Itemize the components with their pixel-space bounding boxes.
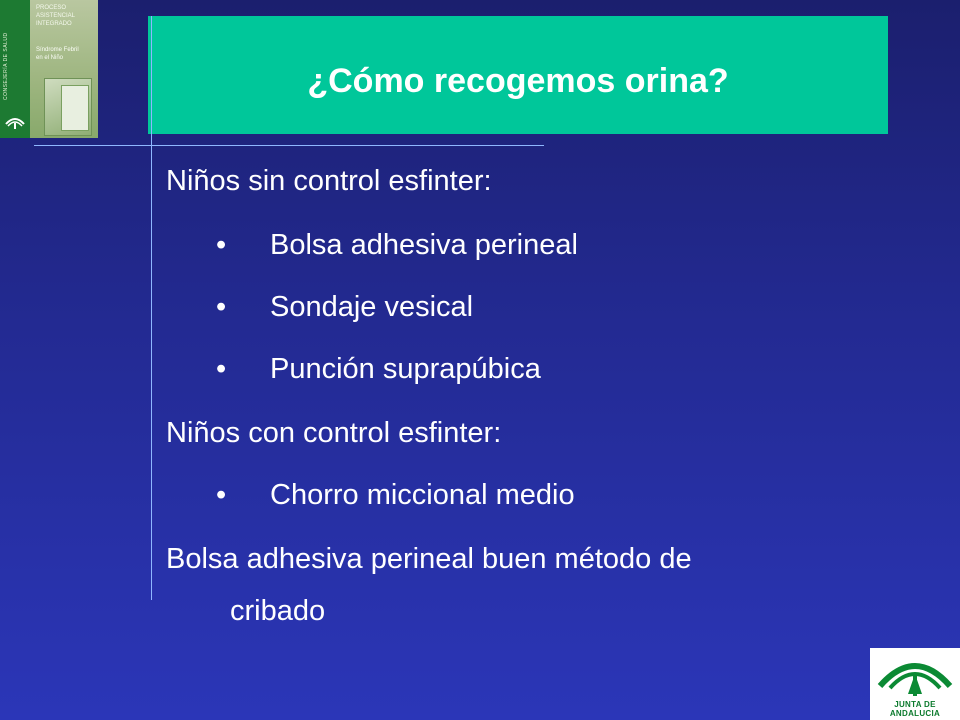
bullet-text: Punción suprapúbica [270,353,541,385]
bullet-icon: • [216,291,227,323]
spine-text: CONSEJERÍA DE SALUD [3,32,9,100]
cover-subtitle [36,46,79,62]
list-item: Niños con control esfinter: [166,417,502,449]
book-cover-image [0,0,98,138]
list-item-continuation: cribado [230,595,326,627]
bullet-icon: • [216,229,227,261]
cover-line: INTEGRADO [36,21,72,27]
junta-de-andalucia-logo [870,648,960,720]
junta-logo-icon [870,648,960,704]
junta-logo-small-icon [4,114,26,132]
title-banner [148,16,888,134]
cover-mini-book [61,85,89,131]
horizontal-divider [34,145,544,146]
bullet-icon: • [216,353,227,385]
bullet-text: Bolsa adhesiva perineal [270,229,578,261]
cover-line: PROCESO [36,5,67,11]
cover-line: ASISTENCIAL [36,13,76,19]
logo-text: JUNTA DE ANDALUCIA [889,700,941,718]
bullet-icon: • [216,479,227,511]
book-spine [0,0,30,138]
list-item: Bolsa adhesiva perineal buen método de [166,543,692,575]
cover-line: Síndrome Febril [36,47,79,53]
vertical-divider [151,16,152,600]
cover-inner-image [44,78,92,136]
slide-title: ¿Cómo recogemos orina? [307,62,729,100]
cover-line: en el Niño [36,55,64,61]
list-item: Niños sin control esfinter: [166,165,492,197]
cover-title [36,4,75,28]
bullet-text: Sondaje vesical [270,291,474,323]
bullet-text: Chorro miccional medio [270,479,575,511]
